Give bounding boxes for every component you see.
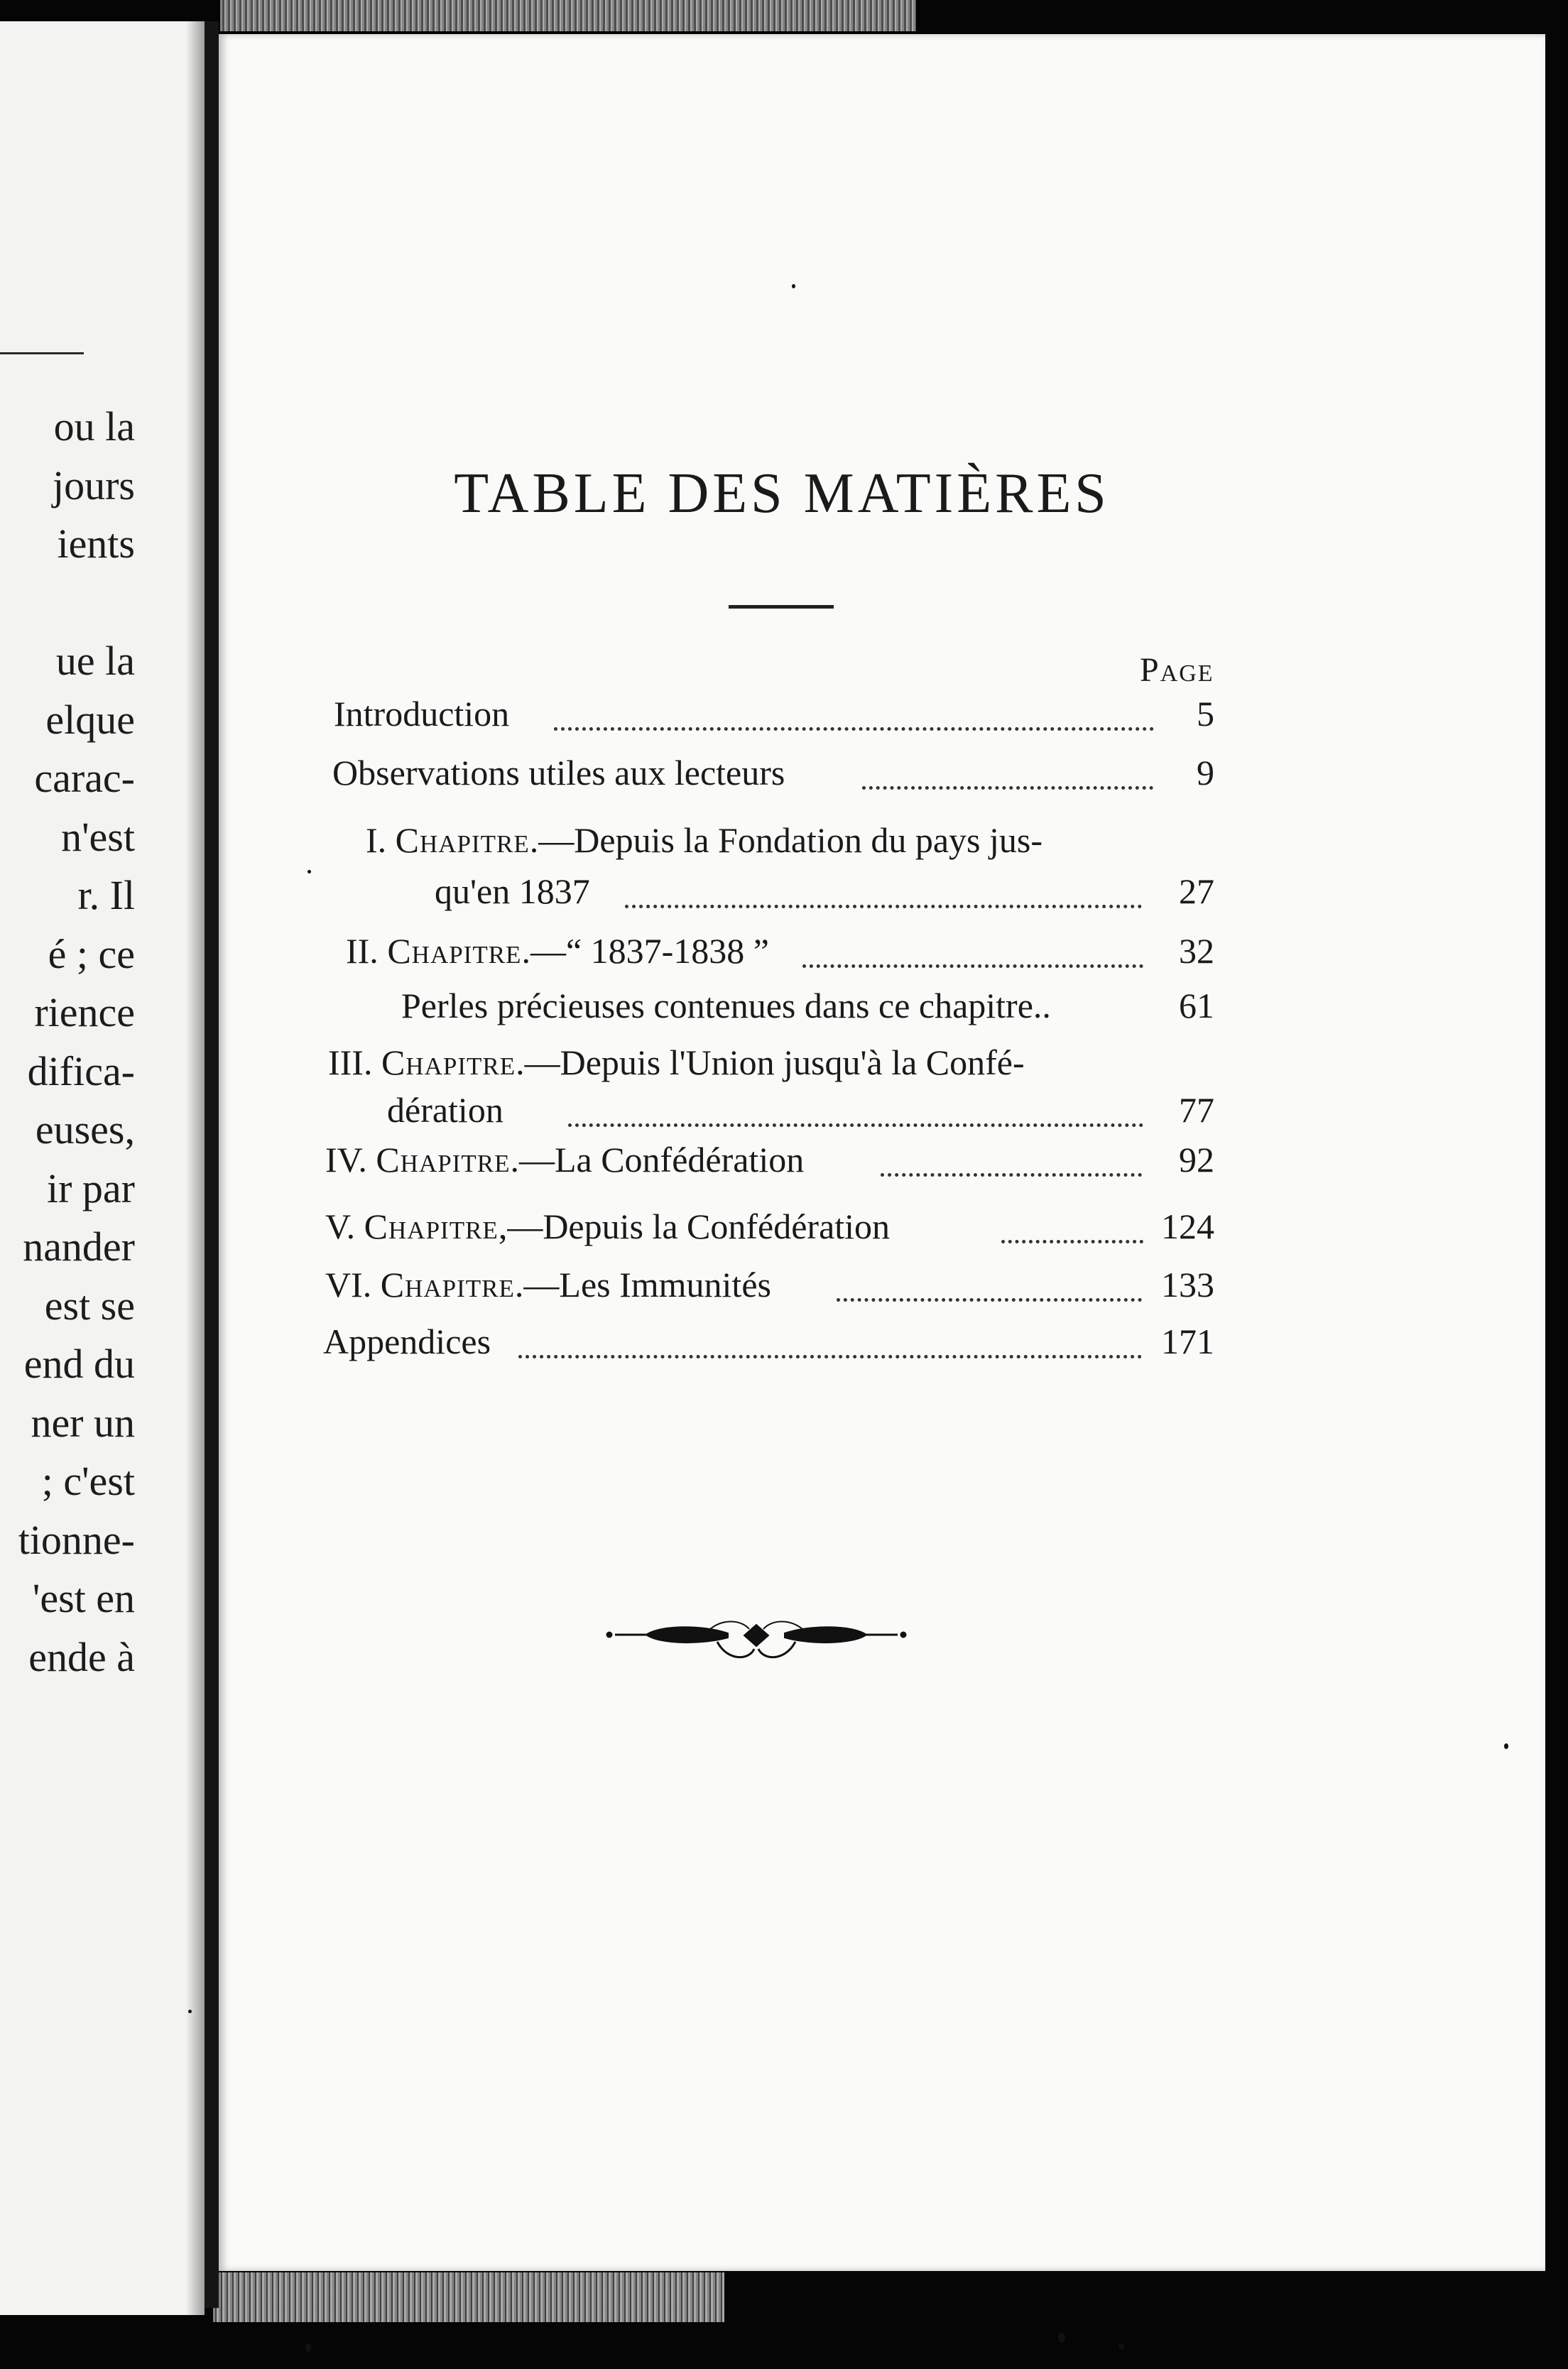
toc-entry-continuation (0, 1087, 1214, 1133)
toc-entry-page: 32 (1179, 931, 1214, 971)
dot-leader (837, 1298, 1142, 1302)
left-line (0, 574, 135, 633)
scan-speck (1504, 1743, 1508, 1749)
toc-entry-heading (328, 1039, 1025, 1086)
toc-entry-heading (366, 817, 1042, 864)
toc-entry-label: Appendices (323, 1322, 491, 1361)
left-line: ir par (47, 1165, 135, 1211)
left-line: r. Il (77, 872, 135, 918)
left-line: carac- (34, 755, 135, 801)
toc-entry-label: ,—Depuis la Confédération (498, 1207, 891, 1246)
left-line: tionne- (18, 1516, 135, 1563)
toc-entry-page: 9 (1197, 753, 1214, 793)
toc-entry-heading (346, 927, 769, 974)
left-line: nander (23, 1224, 135, 1270)
left-line: elque (45, 696, 135, 743)
left-line: rience (34, 989, 135, 1035)
dot-leader (568, 1123, 1143, 1127)
page-column-label: Page (1140, 651, 1214, 689)
scan-edge-top (220, 0, 916, 31)
left-line: n'est (61, 813, 135, 860)
left-line: 'est en (32, 1575, 135, 1621)
scan-edge-bottom (213, 2272, 724, 2322)
toc-entry-continuation (0, 868, 1214, 915)
left-line: ue la (55, 638, 135, 684)
toc-entry-page: 92 (1179, 1140, 1214, 1180)
toc-entry-label: .—Depuis l'Union jusqu'à la Confé- (516, 1042, 1025, 1082)
chapter-word: Chapitre (381, 1042, 516, 1082)
toc-entry[interactable] (0, 1318, 1214, 1365)
toc-entry-label: .—Les Immunités (514, 1265, 771, 1305)
toc-entry-label: Introduction (334, 694, 510, 734)
toc-entry-page: 133 (1161, 1265, 1214, 1305)
scan-speck (1058, 2333, 1065, 2343)
scan-speck (307, 870, 311, 873)
dot-leader (518, 1355, 1142, 1358)
left-line: jours (53, 462, 135, 508)
dot-leader (554, 727, 1154, 731)
scan-speck (305, 2343, 311, 2352)
scan-speck (188, 2010, 192, 2013)
chapter-numeral: IV. (325, 1140, 367, 1180)
chapter-word: Chapitre (364, 1207, 499, 1246)
toc-entry[interactable] (0, 1261, 1214, 1308)
toc-entry[interactable] (0, 1136, 1214, 1183)
title-rule (729, 605, 834, 609)
left-line: difica- (27, 1047, 135, 1094)
dot-leader (881, 1173, 1142, 1177)
left-page-rule (0, 352, 84, 354)
left-line: end du (23, 1341, 135, 1387)
toc-entry-label-cont: qu'en 1837 (435, 871, 590, 911)
toc-entry[interactable] (0, 749, 1214, 796)
toc-entry[interactable] (0, 982, 1214, 1029)
toc-entry-heading (325, 1136, 804, 1183)
left-line: est se (44, 1282, 135, 1329)
toc-entry[interactable] (0, 817, 1214, 864)
toc-title: TABLE DES MATIÈRES (454, 462, 1110, 525)
left-line: ner un (31, 1399, 135, 1446)
chapter-word: Chapitre (380, 1265, 515, 1305)
toc-entry-page: 77 (1179, 1090, 1214, 1130)
chapter-word: Chapitre (387, 931, 522, 971)
toc-entry-page: 27 (1179, 871, 1214, 911)
toc-entry-heading (325, 1261, 771, 1308)
chapter-numeral: III. (328, 1042, 373, 1082)
toc-entry[interactable] (0, 927, 1214, 974)
dot-leader (625, 905, 1142, 908)
chapter-numeral: I. (366, 820, 387, 860)
toc-entry[interactable] (0, 1203, 1214, 1250)
toc-entry[interactable] (0, 1039, 1214, 1086)
dot-leader (862, 786, 1153, 790)
toc-entry-heading (325, 1203, 890, 1250)
left-line: ; c'est (41, 1458, 135, 1504)
toc-entry-label: Perles précieuses contenues dans ce chapitre.. (401, 986, 1051, 1025)
chapter-numeral: VI. (325, 1265, 372, 1305)
toc-entry[interactable] (0, 690, 1214, 737)
left-line: euses, (35, 1106, 135, 1153)
chapter-word: Chapitre (395, 820, 530, 860)
left-line: ients (57, 521, 135, 567)
chapter-numeral: II. (346, 931, 379, 971)
scan-speck (792, 284, 795, 288)
left-line: é ; ce (48, 930, 135, 977)
toc-entry-page: 171 (1161, 1322, 1214, 1361)
scan-speck (1118, 2343, 1124, 2349)
toc-entry-label: .—“ 1837-1838 ” (521, 931, 769, 971)
toc-entry-page: 61 (1179, 986, 1214, 1025)
scroll-ornament-icon (604, 1605, 909, 1669)
toc-entry-page: 5 (1197, 694, 1214, 734)
toc-entry-page: 124 (1161, 1207, 1214, 1246)
left-line: ende à (28, 1633, 135, 1680)
toc-entry-label: Observations utiles aux lecteurs (332, 753, 785, 793)
left-line: ou la (53, 403, 135, 450)
toc-entry-label-cont: dération (387, 1090, 503, 1130)
chapter-word: Chapitre (376, 1140, 511, 1180)
dot-leader (1001, 1240, 1143, 1243)
toc-entry-label: .—Depuis la Fondation du pays jus- (529, 820, 1042, 860)
chapter-numeral: V. (325, 1207, 356, 1246)
toc-entry-label: .—La Confédération (510, 1140, 805, 1180)
dot-leader (802, 964, 1143, 968)
